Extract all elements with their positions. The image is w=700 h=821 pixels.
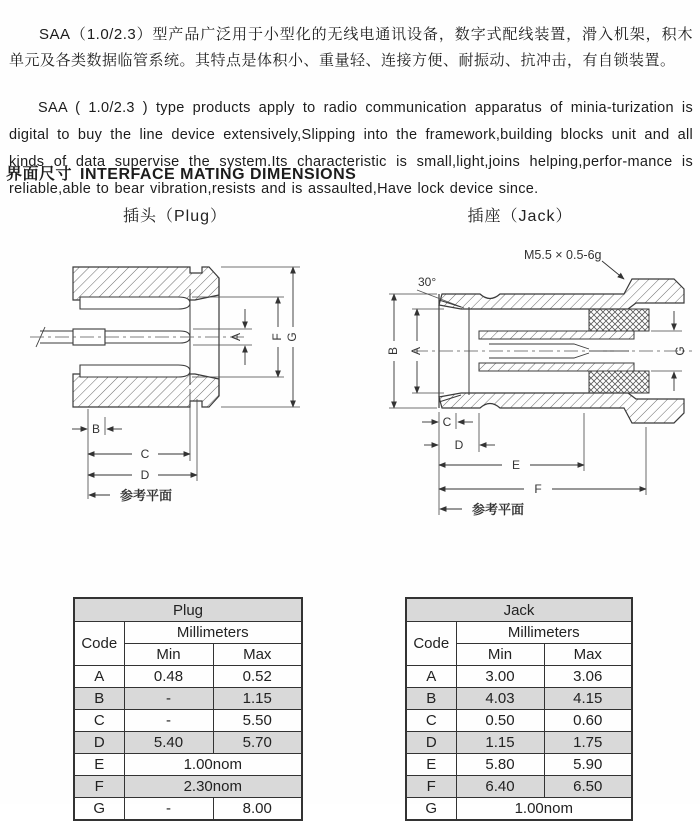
code-cell: E — [406, 754, 456, 776]
max-cell: 0.60 — [544, 710, 632, 732]
min-header: Min — [456, 644, 544, 666]
code-header: Code — [74, 622, 124, 666]
jack-figure-title: 插座（Jack） — [467, 208, 573, 225]
max-cell: 5.90 — [544, 754, 632, 776]
table-title-row — [406, 598, 632, 622]
plug-shell-top-wall — [73, 267, 219, 300]
min-cell: 0.48 — [124, 666, 213, 688]
dim-label-d: D — [140, 468, 150, 482]
plug-reference-plane-label: 参考平面 — [120, 488, 173, 503]
plug-technical-drawing — [30, 237, 340, 527]
min-cell: 4.03 — [456, 688, 544, 710]
nominal-cell: 1.00nom — [124, 754, 302, 776]
code-cell: C — [406, 710, 456, 732]
max-cell: 0.52 — [213, 666, 302, 688]
jack-reference-plane-label: 参考平面 — [472, 502, 525, 517]
max-header: Max — [213, 644, 302, 666]
table-row — [406, 666, 632, 688]
nominal-cell: 1.00nom — [456, 798, 632, 821]
dim-label-a: A — [229, 332, 243, 342]
table-row — [74, 776, 302, 798]
dim-label-f: F — [270, 333, 285, 341]
table-row — [406, 732, 632, 754]
code-cell: D — [406, 732, 456, 754]
code-cell: F — [406, 776, 456, 798]
code-cell: D — [74, 732, 124, 754]
code-cell: F — [74, 776, 124, 798]
table-row — [74, 798, 302, 821]
min-cell: - — [124, 688, 213, 710]
unit-header: Millimeters — [456, 622, 632, 644]
section-heading — [6, 161, 356, 184]
code-cell: A — [406, 666, 456, 688]
table-row — [406, 776, 632, 798]
max-cell: 1.75 — [544, 732, 632, 754]
dim-label-f: F — [534, 482, 542, 496]
nominal-cell: 2.30nom — [124, 776, 302, 798]
code-cell: B — [406, 688, 456, 710]
dim-label-a: A — [409, 346, 424, 356]
dim-label-d: D — [454, 438, 464, 452]
jack-insulator-bottom — [589, 371, 649, 393]
code-header: Code — [406, 622, 456, 666]
min-cell: 5.40 — [124, 732, 213, 754]
max-cell: 4.15 — [544, 688, 632, 710]
min-cell: - — [124, 710, 213, 732]
dim-label-g: G — [673, 346, 688, 356]
table-title: Plug — [74, 598, 302, 622]
min-cell: 0.50 — [456, 710, 544, 732]
min-cell: 1.15 — [456, 732, 544, 754]
jack-socket-tube-top — [479, 331, 634, 339]
code-cell: G — [74, 798, 124, 821]
min-cell: - — [124, 798, 213, 821]
max-cell: 3.06 — [544, 666, 632, 688]
dim-label-e: E — [511, 458, 521, 472]
plug-figure-title: 插头（Plug） — [122, 208, 228, 225]
jack-dimensions-table — [405, 597, 633, 821]
table-title: Jack — [406, 598, 632, 622]
max-cell: 5.70 — [213, 732, 302, 754]
table-header-row — [406, 622, 632, 644]
table-row — [74, 710, 302, 732]
code-cell: B — [74, 688, 124, 710]
dim-label-c: C — [442, 415, 452, 429]
max-header: Max — [544, 644, 632, 666]
max-cell: 1.15 — [213, 688, 302, 710]
table-row — [406, 710, 632, 732]
intro-paragraph-english: SAA ( 1.0/2.3 ) type products apply to radio communication apparatus of minia-turization is digital to buy the line device extensively,Slipping into the framework,building blocks unit and all kinds of data supervise the system.Its characteristic is small,light,joins helping,perfor-mance is reliable,able to bear vibration,resists and is assaulted,Have lock device since. — [9, 99, 693, 197]
dim-label-g: G — [285, 332, 300, 342]
dim-label-b: B — [386, 346, 401, 356]
plug-sleeve-top — [80, 297, 190, 309]
table-row — [74, 666, 302, 688]
jack-shell-top-wall — [439, 279, 684, 309]
plug-sleeve-bottom — [80, 365, 190, 377]
section-heading-english: INTERFACE MATING DIMENSIONS — [80, 166, 357, 183]
jack-technical-drawing — [384, 237, 696, 527]
table-row — [74, 754, 302, 776]
jack-shell-bottom-wall — [439, 393, 684, 423]
min-cell: 6.40 — [456, 776, 544, 798]
angle-label: 30° — [418, 275, 437, 289]
plug-dimensions-table — [73, 597, 303, 821]
table-row — [406, 688, 632, 710]
code-cell: E — [74, 754, 124, 776]
table-row — [406, 754, 632, 776]
dim-label-b: B — [91, 422, 101, 436]
table-header-row — [74, 622, 302, 644]
unit-header: Millimeters — [124, 622, 302, 644]
thread-leader-line — [602, 261, 624, 279]
code-cell: C — [74, 710, 124, 732]
min-cell: 3.00 — [456, 666, 544, 688]
max-cell: 6.50 — [544, 776, 632, 798]
max-cell: 8.00 — [213, 798, 302, 821]
max-cell: 5.50 — [213, 710, 302, 732]
jack-socket-tube-bottom — [479, 363, 634, 371]
dim-label-c: C — [140, 447, 150, 461]
thread-spec-label: M5.5 × 0.5-6g — [524, 248, 602, 262]
min-header: Min — [124, 644, 213, 666]
section-heading-chinese: 界面尺寸 — [6, 166, 73, 183]
intro-paragraph-chinese: SAA（1.0/2.3）型产品广泛用于小型化的无线电通讯设备，数字式配线装置，滑入机架，积木单元及各类数据临管系统。其特点是体积小、重量轻、连接方便、耐振动、抗冲击，有自锁装置。 — [9, 26, 693, 69]
table-row — [74, 688, 302, 710]
min-cell: 5.80 — [456, 754, 544, 776]
code-cell: G — [406, 798, 456, 821]
table-row — [406, 798, 632, 821]
table-row — [74, 732, 302, 754]
jack-insulator-top — [589, 309, 649, 331]
table-title-row — [74, 598, 302, 622]
code-cell: A — [74, 666, 124, 688]
